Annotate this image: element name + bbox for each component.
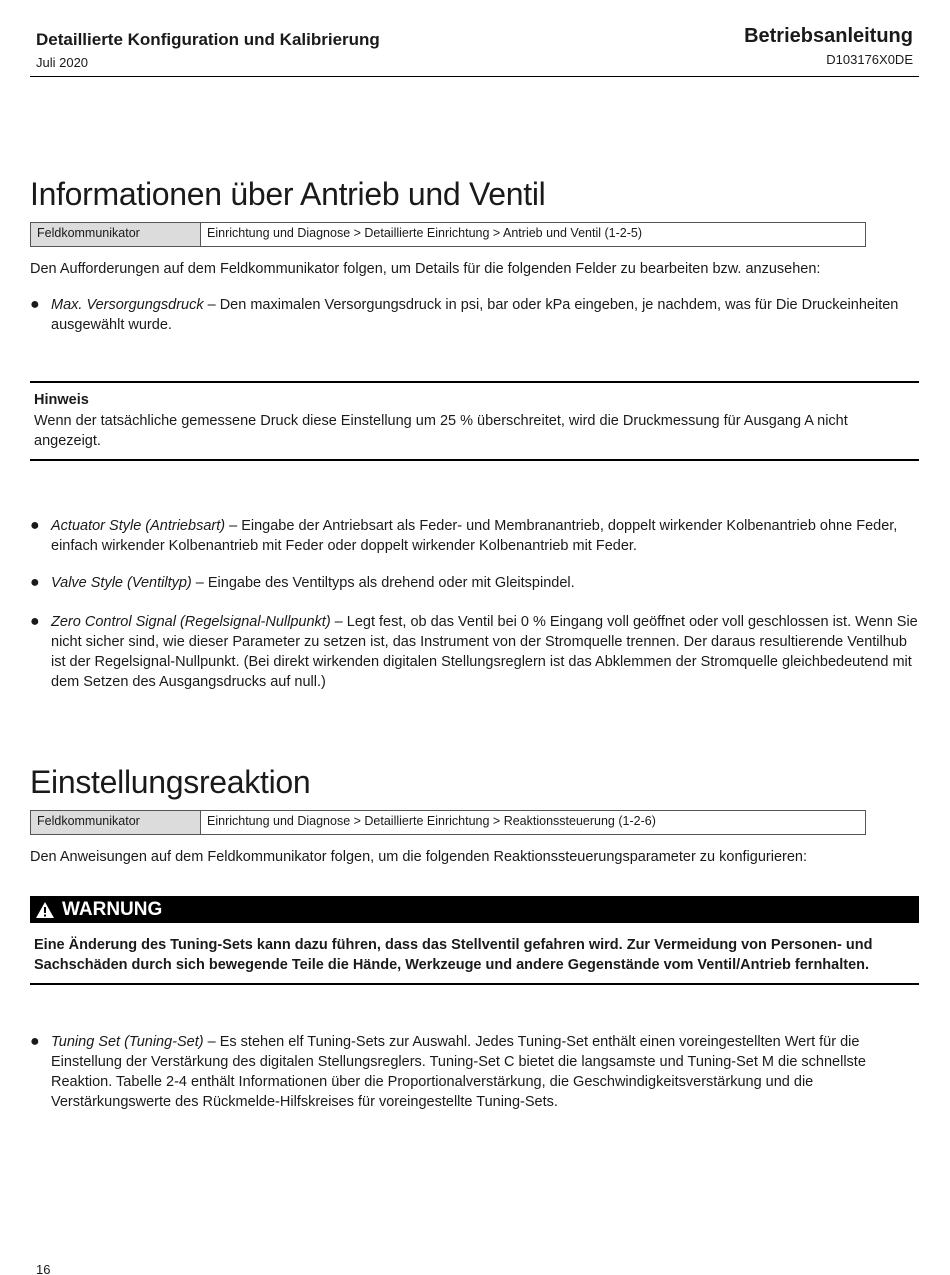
field-communicator-path-table (30, 810, 866, 835)
list-item-text (51, 612, 918, 692)
list-item-actuator-style (30, 516, 918, 556)
bullet-icon: ● (30, 613, 40, 630)
list-item-text (51, 1032, 918, 1112)
warning-title: WARNUNG (62, 898, 163, 920)
list-item-zero-control-signal (30, 612, 918, 692)
list-item-tuning-set (30, 1032, 918, 1112)
list-item-text (51, 295, 918, 335)
warning-box (30, 896, 919, 985)
list-item-valve-style (30, 573, 918, 593)
warning-triangle-icon (35, 901, 55, 919)
section-title-tuning-response: Einstellungsreaktion (30, 764, 311, 800)
note-box (30, 381, 919, 461)
header-doc-number: D103176X0DE (826, 52, 913, 67)
path-label: Feldkommunikator (31, 811, 201, 834)
list-item-term: Zero Control Signal (Regelsignal-Nullpunkt) (51, 614, 331, 630)
bullet-icon: ● (30, 517, 40, 534)
running-header-left (36, 30, 380, 70)
bullet-icon: ● (30, 296, 40, 313)
header-date: Juli 2020 (36, 55, 89, 70)
list-item-term: Actuator Style (Antriebsart) (51, 518, 226, 534)
list-item-description: – Eingabe des Ventiltyps als drehend oder mit Gleitspindel. (191, 575, 575, 591)
note-text: Wenn der tatsächliche gemessene Druck diese Einstellung um 25 % überschreitet, wird die Druckmessung für Ausgang A nicht angezeigt. (34, 413, 848, 449)
list-item-text (51, 573, 918, 593)
list-item-max-supply-pressure (30, 295, 918, 335)
list-item-term: Tuning Set (Tuning-Set) (51, 1034, 204, 1050)
note-title: Hinweis (34, 392, 89, 408)
bullet-icon: ● (30, 1033, 40, 1050)
path-label: Feldkommunikator (31, 223, 201, 246)
page-number: 16 (36, 1262, 51, 1275)
list-item-description: – Den maximalen Versorgungsdruck in psi, bar oder kPa eingeben, je nachdem, was für Die Druckeinheiten ausgewählt wurde. (51, 297, 899, 333)
path-value: Einrichtung und Diagnose > Detaillierte Einrichtung > Antrieb und Ventil (1-2-5) (207, 226, 642, 240)
warning-header (30, 896, 919, 923)
field-communicator-path-table (30, 222, 866, 247)
list-item-description: – Es stehen elf Tuning-Sets zur Auswahl. Jedes Tuning-Set enthält einen voreingestellten Wert für die Einstellung der Verstärkung des digitalen Stellungsreglers. Tuning-Set C bietet die langsamste und Tuning-Set M die schnellste Reaktion. Tabelle 2-4 enthält Informationen über die Proportionalverstärkung, die Geschwindigkeitsverstärkung und die Verstärkungswerte des Rückmelde-Hilfskreises für voreingestellte Tuning-Sets. (51, 1034, 866, 1110)
section-title-actuator-valve: Informationen über Antrieb und Ventil (30, 176, 546, 212)
path-value: Einrichtung und Diagnose > Detaillierte Einrichtung > Reaktionssteuerung (1-2-6) (207, 814, 656, 828)
section2-intro: Den Anweisungen auf dem Feldkommunikator folgen, um die folgenden Reaktionssteuerungsparameter zu konfigurieren: (30, 849, 808, 865)
header-manual-type: Betriebsanleitung (744, 25, 913, 47)
header-section-title: Detaillierte Konfiguration und Kalibrierung (36, 30, 380, 49)
list-item-description: – Legt fest, ob das Ventil bei 0 % Eingang voll geöffnet oder voll geschlossen ist. Wenn Sie nicht sicher sind, wie dieser Parameter zu setzen ist, das Instrument von der Stromquelle trennen. Der daraus resultierende Ventilhub ist der Regelsignal-Nullpunkt. (Bei direkt wirkenden digitalen Stellungsreglern ist das Abklemmen der Stromquelle gleichbedeutend mit dem Setzen des Ausgangsdrucks auf null.) (51, 614, 918, 690)
list-item-description: – Eingabe der Antriebsart als Feder- und Membranantrieb, doppelt wirkender Kolbenantrieb ohne Feder, einfach wirkender Kolbenantrieb mit Feder oder doppelt wirkender Kolbenantrieb mit Feder. (51, 518, 898, 554)
list-item-term: Valve Style (Ventiltyp) (51, 575, 192, 591)
running-header-right (744, 25, 913, 67)
list-item-text (51, 516, 918, 556)
section1-intro: Den Aufforderungen auf dem Feldkommunikator folgen, um Details für die folgenden Felder zu bearbeiten bzw. anzusehen: (30, 261, 821, 277)
warning-text: Eine Änderung des Tuning-Sets kann dazu führen, dass das Stellventil gefahren wird. Zur Vermeidung von Personen- und Sachschäden durch sich bewegende Teile die Hände, Werkzeuge und andere Gegenstände vom Ventil/Antrieb fernhalten. (34, 937, 873, 973)
bullet-icon: ● (30, 574, 40, 591)
list-item-term: Max. Versorgungsdruck (51, 297, 204, 313)
header-divider (30, 76, 919, 77)
